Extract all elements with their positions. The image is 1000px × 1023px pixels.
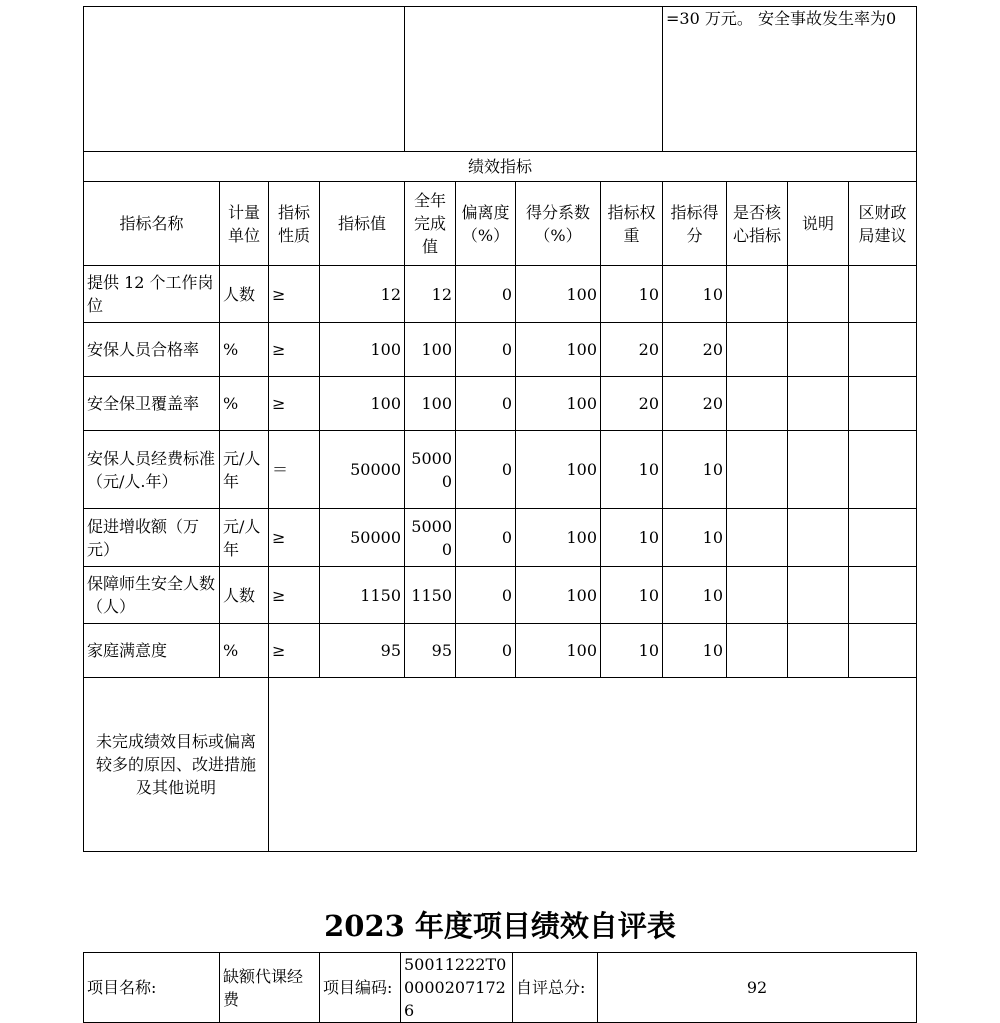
indicator-note xyxy=(788,377,849,431)
summary-table xyxy=(83,952,917,1023)
indicator-advice xyxy=(849,624,917,678)
indicator-name: 安保人员合格率 xyxy=(84,323,220,377)
indicator-name: 提供 12 个工作岗位 xyxy=(84,266,220,323)
explanation-value xyxy=(269,678,917,852)
header-unit: 计量单位 xyxy=(220,182,269,266)
indicator-score: 10 xyxy=(663,624,727,678)
project-code-label: 项目编码: xyxy=(320,953,401,1023)
indicator-advice xyxy=(849,567,917,624)
indicator-note xyxy=(788,509,849,567)
header-actual: 全年完成值 xyxy=(405,182,456,266)
indicator-target: 1150 xyxy=(320,567,405,624)
indicator-target: 12 xyxy=(320,266,405,323)
indicator-nature: ≥ xyxy=(269,624,320,678)
indicator-note xyxy=(788,624,849,678)
indicator-weight: 10 xyxy=(601,624,663,678)
indicator-advice xyxy=(849,431,917,509)
table-row xyxy=(84,509,917,567)
indicator-actual: 100 xyxy=(405,377,456,431)
indicator-score: 10 xyxy=(663,266,727,323)
indicator-deviation: 0 xyxy=(456,377,516,431)
indicator-core xyxy=(727,266,788,323)
header-note: 说明 xyxy=(788,182,849,266)
explanation-row xyxy=(84,678,917,852)
indicator-actual: 50000 xyxy=(405,431,456,509)
indicator-name: 安全保卫覆盖率 xyxy=(84,377,220,431)
table-row xyxy=(84,624,917,678)
indicator-weight: 10 xyxy=(601,509,663,567)
top-cell-empty-2 xyxy=(405,7,663,152)
table-row xyxy=(84,377,917,431)
indicator-nature: ≥ xyxy=(269,509,320,567)
self-score-value: 92 xyxy=(598,953,917,1023)
indicator-core xyxy=(727,323,788,377)
indicator-coef: 100 xyxy=(516,509,601,567)
header-coef: 得分系数（%） xyxy=(516,182,601,266)
indicator-nature: ≥ xyxy=(269,377,320,431)
indicator-advice xyxy=(849,266,917,323)
indicator-advice xyxy=(849,323,917,377)
top-continuation-row xyxy=(84,7,917,152)
indicator-note xyxy=(788,266,849,323)
top-cell-empty-1 xyxy=(84,7,405,152)
header-deviation: 偏离度（%） xyxy=(456,182,516,266)
table-row xyxy=(84,266,917,323)
indicator-note xyxy=(788,323,849,377)
indicator-core xyxy=(727,377,788,431)
indicator-actual: 12 xyxy=(405,266,456,323)
project-name-value: 缺额代课经费 xyxy=(220,953,320,1023)
indicator-weight: 10 xyxy=(601,266,663,323)
indicator-coef: 100 xyxy=(516,567,601,624)
indicator-deviation: 0 xyxy=(456,323,516,377)
indicator-advice xyxy=(849,509,917,567)
indicator-score: 20 xyxy=(663,377,727,431)
indicator-target: 50000 xyxy=(320,509,405,567)
explanation-label: 未完成绩效目标或偏离较多的原因、改进措施及其他说明 xyxy=(84,678,269,852)
header-row xyxy=(84,182,917,266)
indicator-note xyxy=(788,567,849,624)
page-title: 2023 年度项目绩效自评表 xyxy=(324,909,676,943)
indicator-coef: 100 xyxy=(516,323,601,377)
indicator-core xyxy=(727,624,788,678)
indicator-coef: 100 xyxy=(516,624,601,678)
indicator-name: 促进增收额（万元） xyxy=(84,509,220,567)
indicator-target: 95 xyxy=(320,624,405,678)
indicator-score: 10 xyxy=(663,509,727,567)
indicator-score: 10 xyxy=(663,431,727,509)
indicator-weight: 10 xyxy=(601,567,663,624)
indicator-unit: % xyxy=(220,624,269,678)
indicator-coef: 100 xyxy=(516,377,601,431)
indicator-coef: 100 xyxy=(516,266,601,323)
indicator-deviation: 0 xyxy=(456,431,516,509)
top-cell-text: =30 万元。 安全事故发生率为0 xyxy=(663,7,917,152)
indicator-target: 100 xyxy=(320,377,405,431)
indicator-deviation: 0 xyxy=(456,266,516,323)
indicator-score: 20 xyxy=(663,323,727,377)
indicator-unit: 元/人年 xyxy=(220,509,269,567)
indicator-nature: ≥ xyxy=(269,567,320,624)
indicator-nature: ≥ xyxy=(269,266,320,323)
indicator-weight: 10 xyxy=(601,431,663,509)
indicator-core xyxy=(727,509,788,567)
indicator-unit: % xyxy=(220,377,269,431)
table-row xyxy=(84,323,917,377)
performance-table xyxy=(83,6,917,852)
indicator-actual: 100 xyxy=(405,323,456,377)
indicator-core xyxy=(727,431,788,509)
indicator-target: 50000 xyxy=(320,431,405,509)
self-score-label: 自评总分: xyxy=(513,953,598,1023)
header-score: 指标得分 xyxy=(663,182,727,266)
indicator-deviation: 0 xyxy=(456,567,516,624)
header-name: 指标名称 xyxy=(84,182,220,266)
header-weight: 指标权重 xyxy=(601,182,663,266)
indicator-actual: 95 xyxy=(405,624,456,678)
project-name-label: 项目名称: xyxy=(84,953,220,1023)
header-core: 是否核心指标 xyxy=(727,182,788,266)
indicator-name: 保障师生安全人数（人） xyxy=(84,567,220,624)
indicator-nature: ＝ xyxy=(269,431,320,509)
indicator-unit: 人数 xyxy=(220,567,269,624)
indicator-unit: 人数 xyxy=(220,266,269,323)
indicator-deviation: 0 xyxy=(456,509,516,567)
indicator-actual: 50000 xyxy=(405,509,456,567)
indicator-weight: 20 xyxy=(601,377,663,431)
indicator-name: 家庭满意度 xyxy=(84,624,220,678)
project-code-value: 50011222T000002071726 xyxy=(401,953,513,1023)
indicator-unit: 元/人年 xyxy=(220,431,269,509)
table-row xyxy=(84,567,917,624)
table-row xyxy=(84,431,917,509)
summary-row xyxy=(84,953,917,1023)
indicator-deviation: 0 xyxy=(456,624,516,678)
section-title: 绩效指标 xyxy=(84,152,917,182)
indicator-weight: 20 xyxy=(601,323,663,377)
indicator-unit: % xyxy=(220,323,269,377)
indicator-actual: 1150 xyxy=(405,567,456,624)
indicator-note xyxy=(788,431,849,509)
indicator-nature: ≥ xyxy=(269,323,320,377)
indicator-name: 安保人员经费标准（元/人.年） xyxy=(84,431,220,509)
indicator-coef: 100 xyxy=(516,431,601,509)
indicator-score: 10 xyxy=(663,567,727,624)
header-advice: 区财政局建议 xyxy=(849,182,917,266)
indicator-advice xyxy=(849,377,917,431)
header-target: 指标值 xyxy=(320,182,405,266)
indicator-core xyxy=(727,567,788,624)
indicator-target: 100 xyxy=(320,323,405,377)
header-nature: 指标性质 xyxy=(269,182,320,266)
